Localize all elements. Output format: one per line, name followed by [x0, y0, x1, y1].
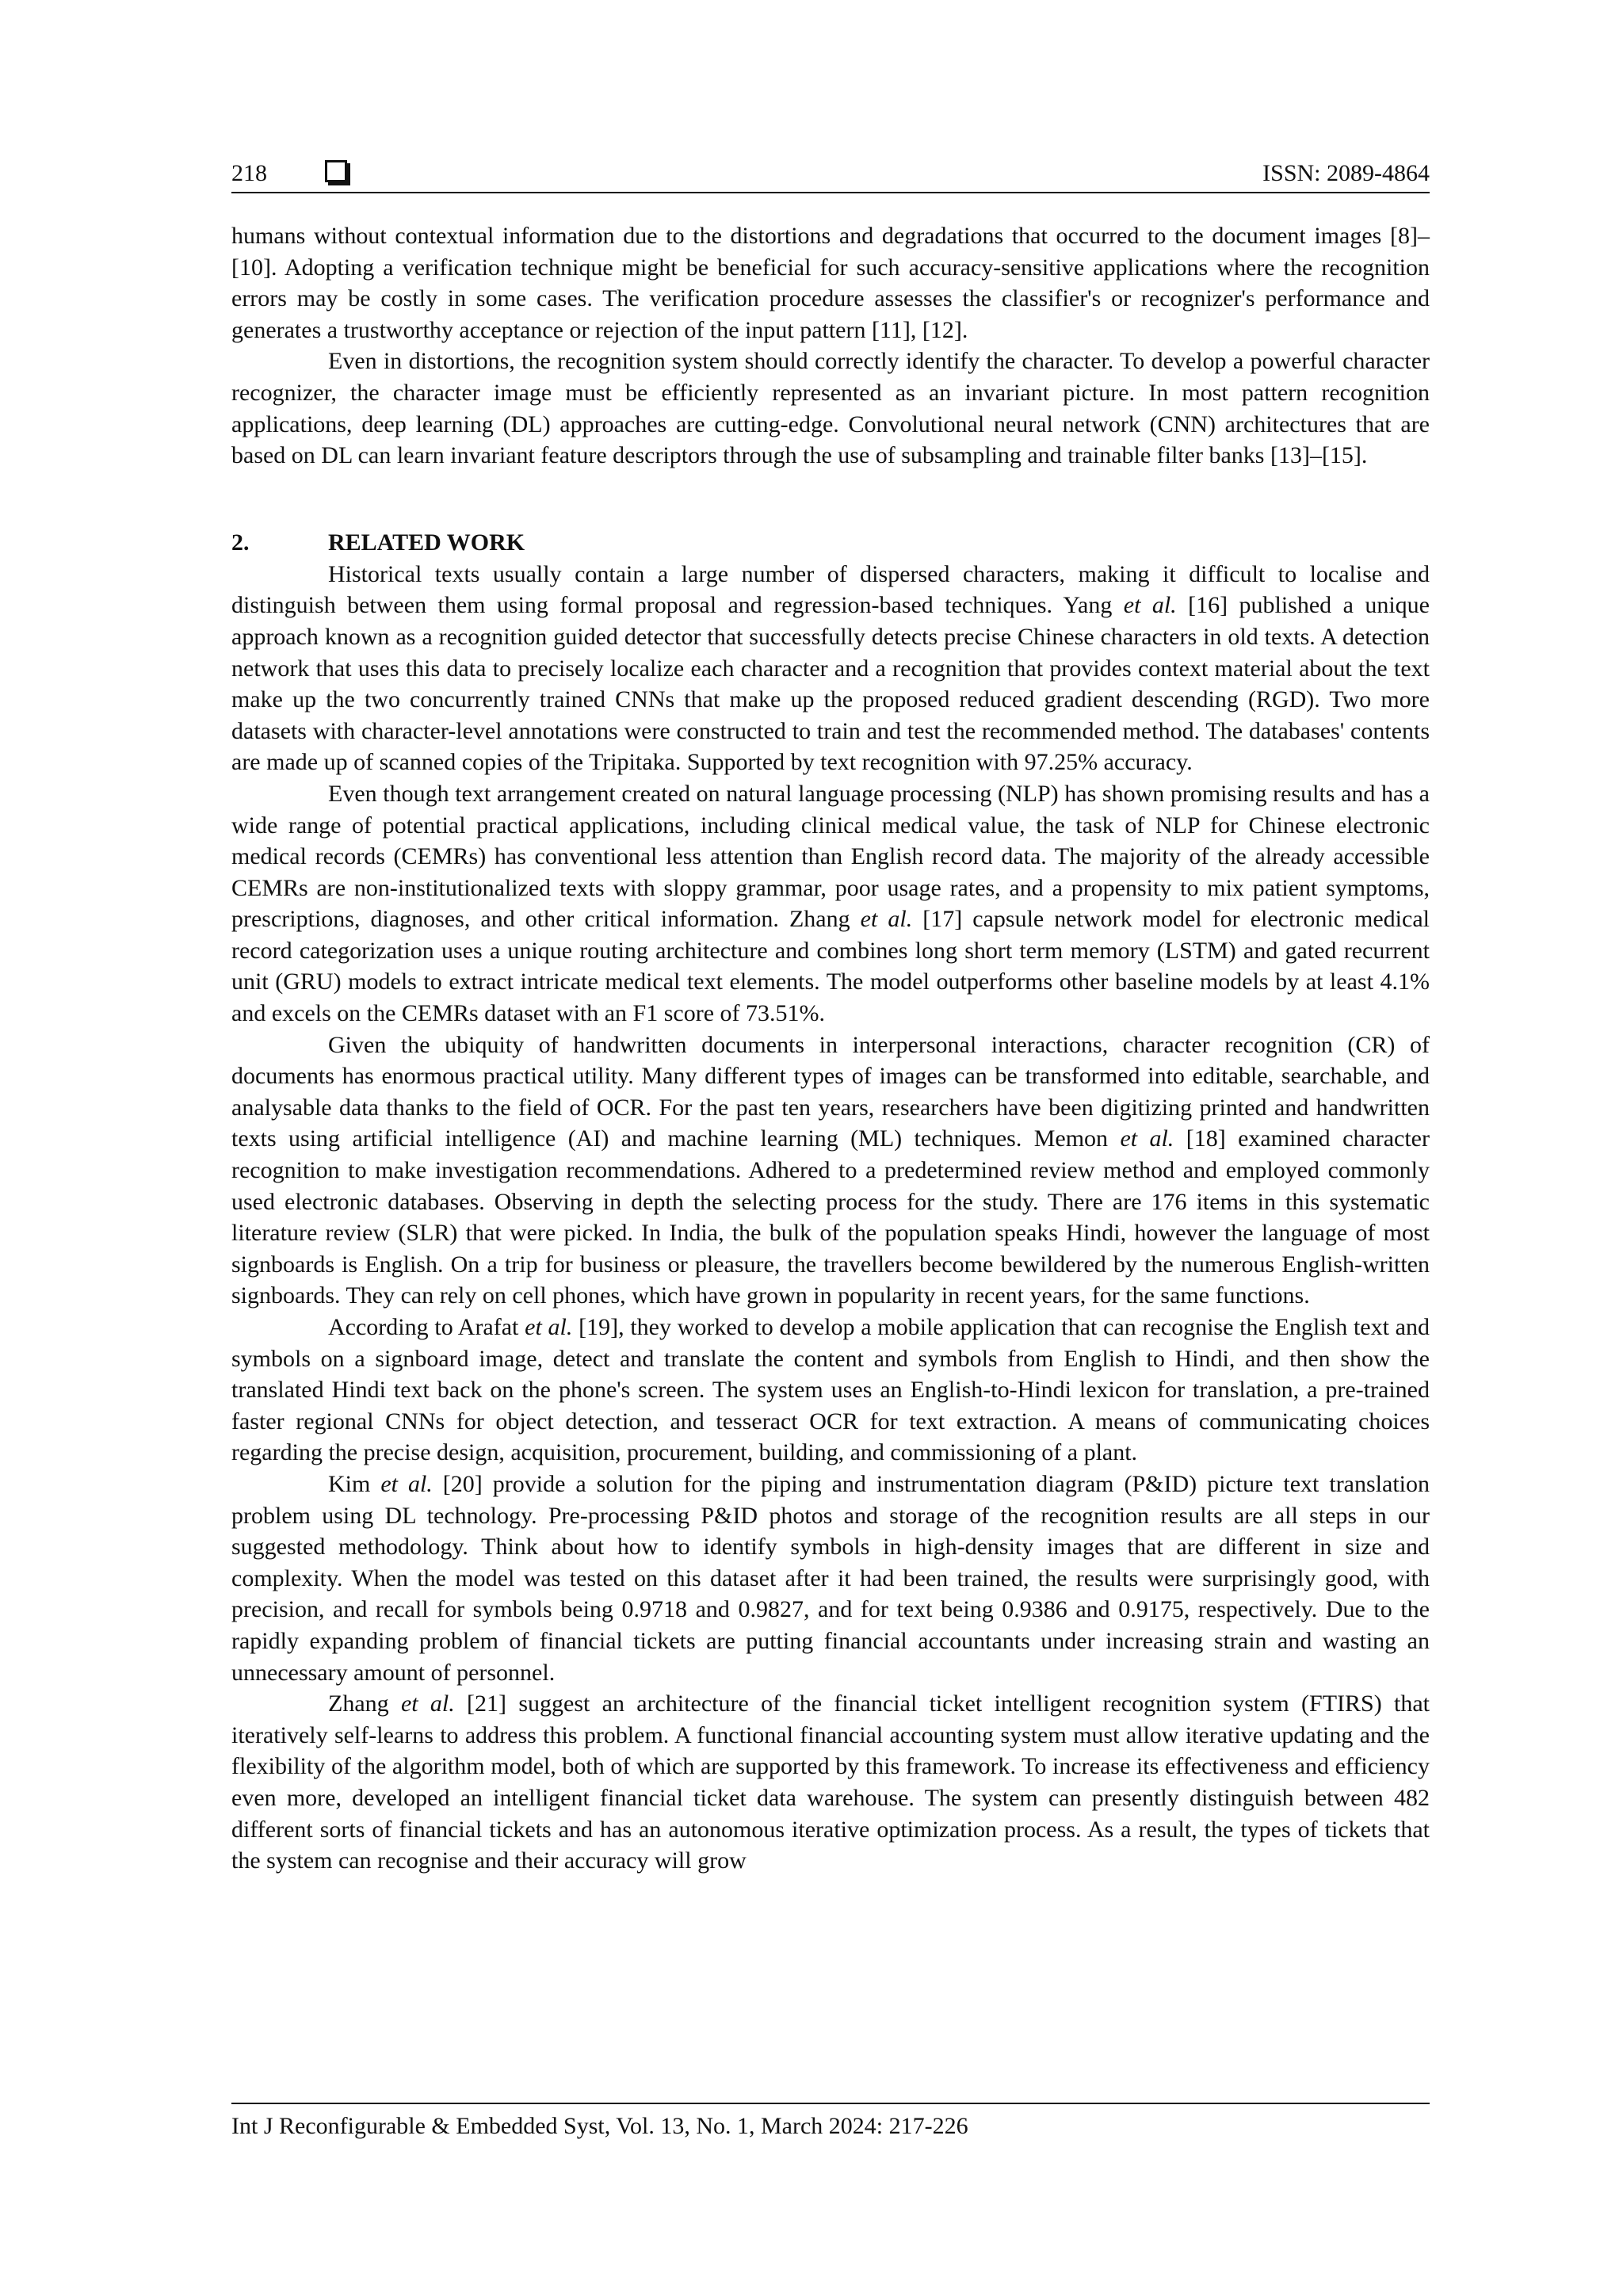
- paragraph-text: [20] provide a solution for the piping and instrumentation diagram (P&ID) picture text translation problem using DL technology. Pre-processing P&ID photos and storage of the recognition results are all steps in our suggested methodology. Think about how to identify symbols in high-density images that are different in size and complexity. When the model was tested on this dataset after it had been trained, the results were surprisingly good, with precision, and recall for symbols being 0.9718 and 0.9827, and for text being 0.9386 and 0.9175, respectively. Due to the rapidly expanding problem of financial tickets are putting financial accountants under increasing strain and wasting an unnecessary amount of personnel.: [231, 1470, 1430, 1686]
- page-footer: Int J Reconfigurable & Embedded Syst, Vol. 13, No. 1, March 2024: 217-226: [231, 2113, 968, 2139]
- paragraph-text: Even though text arrangement created on natural language processing (NLP) has shown promising results and has a wide range of potential practical applications, including clinical medical value, the task of NLP for Chinese electronic medical records (CEMRs) has conventional less attention than English record data. The majority of the already accessible CEMRs are non-institutionalized texts with sloppy grammar, poor usage rates, and a propensity to mix patient symptoms, prescriptions, diagnoses, and other critical information. Zhang: [231, 780, 1430, 933]
- section-number: 2.: [231, 529, 250, 556]
- header-divider: [231, 192, 1430, 193]
- et-al: et al.: [400, 1690, 455, 1717]
- paragraph-text: [18] examined character recognition to make investigation recommendations. Adhered to a predetermined review method and employed commonly used electronic databases. Observing in depth the selecting process for the study. There are 176 items in this systematic literature review (SLR) that were picked. In India, the bulk of the population speaks Hindi, however the language of most signboards is English. On a trip for business or pleasure, the travellers become bewildered by the numerous English-written signboards. They can rely on cell phones, which have grown in popularity in recent years, for the same functions.: [231, 1125, 1430, 1309]
- et-al: et al.: [525, 1314, 573, 1340]
- paragraph-text: Kim: [328, 1470, 381, 1497]
- paragraph-text: Zhang: [328, 1690, 401, 1717]
- paragraph-text: [17] capsule network model for electronic medical record categorization uses a unique routing architecture and combines long short term memory (LSTM) and gated recurrent unit (GRU) models to extract intricate medical text elements. The model outperforms other baseline models by at least 4.1% and excels on the CEMRs dataset with an F1 score of 73.51%.: [231, 906, 1430, 1027]
- paragraph-7: [231, 1469, 1430, 1688]
- paragraph-text: [21] suggest an architecture of the financial ticket intelligent recognition system (FTIRS) that iteratively self-learns to address this problem. A functional financial accounting system must allow iterative updating and the flexibility of the algorithm model, both of which are supported by this framework. To increase its effectiveness and efficiency even more, developed an intelligent financial ticket data warehouse. The system can presently distinguish between 482 different sorts of financial tickets and has an autonomous iterative optimization process. As a result, the types of tickets that the system can recognise and their accuracy will grow: [231, 1690, 1430, 1874]
- paragraph-text: Given the ubiquity of handwritten documents in interpersonal interactions, character recognition (CR) of documents has enormous practical utility. Many different types of images can be transformed into editable, searchable, and analysable data thanks to the field of OCR. For the past ten years, researchers have been digitizing printed and handwritten texts using artificial intelligence (AI) and machine learning (ML) techniques. Memon: [231, 1031, 1430, 1152]
- section-heading: [231, 527, 1430, 559]
- article-body: [231, 220, 1430, 1877]
- paragraph-8: [231, 1688, 1430, 1877]
- paragraph-3: [231, 559, 1430, 778]
- et-al: et al.: [860, 906, 913, 933]
- paragraph-6: [231, 1312, 1430, 1469]
- paragraph-5: [231, 1030, 1430, 1312]
- page-number: 218: [231, 160, 267, 186]
- paragraph-text: Historical texts usually contain a large number of dispersed characters, making it difficult to localise and distinguish between them using formal proposal and regression-based techniques. Yang: [231, 560, 1430, 619]
- paragraph-4: [231, 778, 1430, 1030]
- footer-divider: [231, 2103, 1430, 2104]
- paragraph-1: humans without contextual information due to the distortions and degradations that occurred to the document images [8]–[10]. Adopting a verification technique might be beneficial for such accuracy-sensitive applications where the recognition errors may be costly in some cases. The verification procedure assesses the classifier's or recognizer's performance and generates a trustworthy acceptance or rejection of the input pattern [11], [12].: [231, 223, 1430, 343]
- paragraph-text: According to Arafat: [328, 1314, 525, 1340]
- square-bullet-icon: [325, 160, 347, 182]
- paragraph-text: [19], they worked to develop a mobile application that can recognise the English text and symbols on a signboard image, detect and translate the content and symbols from English to Hindi, and then show the translated Hindi text back on the phone's screen. The system uses an English-to-Hindi lexicon for translation, a pre-trained faster regional CNNs for object detection, and tesseract OCR for text extraction. A means of communicating choices regarding the precise design, acquisition, procurement, building, and commissioning of a plant.: [231, 1314, 1430, 1466]
- paragraph-text: [16] published a unique approach known as a recognition guided detector that successfully detects precise Chinese characters in old texts. A detection network that uses this data to precisely localize each character and a recognition that provides context material about the text make up the two concurrently trained CNNs that make up the proposed reduced gradient descending (RGD). Two more datasets with character-level annotations were constructed to train and test the recommended method. The databases' contents are made up of scanned copies of the Tripitaka. Supported by text recognition with 97.25% accuracy.: [231, 592, 1430, 776]
- paragraph-2: Even in distortions, the recognition system should correctly identify the character. To develop a powerful character recognizer, the character image must be efficiently represented as an invariant picture. In most pattern recognition applications, deep learning (DL) approaches are cutting-edge. Convolutional neural network (CNN) architectures that are based on DL can learn invariant feature descriptors through the use of subsampling and trainable filter banks [13]–[15].: [231, 348, 1430, 469]
- et-al: et al.: [380, 1470, 433, 1497]
- page-header: [231, 155, 1430, 195]
- issn-label: ISSN: 2089-4864: [1262, 160, 1430, 186]
- et-al: et al.: [1120, 1125, 1174, 1152]
- section-title: RELATED WORK: [328, 529, 525, 556]
- et-al: et al.: [1123, 592, 1177, 619]
